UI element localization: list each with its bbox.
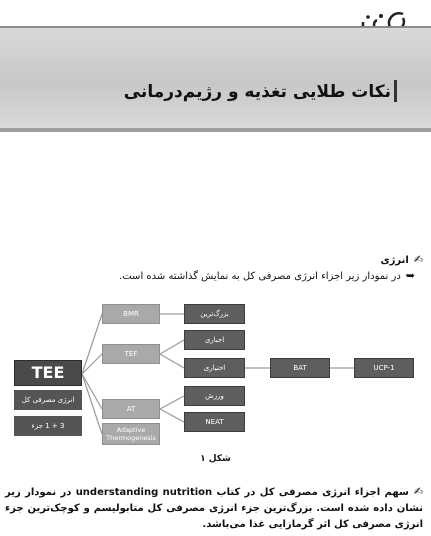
header-top-line: [0, 26, 431, 28]
obligatory-box: اجباری: [184, 330, 245, 350]
section-heading-text: انرژی: [380, 255, 409, 266]
section-heading: [380, 252, 423, 268]
chapter-title: نکات طلایی تغذیه و رژیم‌درمانی: [123, 82, 391, 102]
adaptive-thermogenesis-box: Adaptive Thermogenesis: [102, 423, 160, 445]
header-shadow: [0, 128, 431, 132]
tef-box: TEF: [102, 344, 160, 364]
book-title: understanding nutrition: [75, 487, 213, 498]
bmr-box: BMR: [102, 304, 160, 324]
arrow-bullet-icon: ➥: [405, 269, 415, 282]
tee-box: TEE: [14, 360, 82, 386]
pencil-note-icon: ✍: [413, 253, 423, 266]
bottom-suffix: در نمودار زیر نشان داده شده است. بزرگ‌ترین جزء انرژی مصرفی کل متابولیسم و کوچک‌ترین جزء انرژی مصرفی کل اثر گرمازایی غذا می‌باشد.: [5, 487, 423, 530]
pencil-note-icon: ✍: [413, 485, 423, 498]
bat-box: BAT: [270, 358, 330, 378]
section-intro: [119, 268, 415, 284]
tee-formula-box: 3 + 1 جزء: [14, 416, 82, 436]
header-band: [0, 26, 431, 132]
neat-box: NEAT: [184, 412, 245, 432]
figure-caption: شکل ۱: [200, 454, 231, 464]
tee-subtitle-box: انرژی مصرفی کل: [14, 390, 82, 410]
bottom-paragraph: [5, 484, 423, 533]
exercise-box: ورزش: [184, 386, 245, 406]
largest-box: بزرگ‌ترین: [184, 304, 245, 324]
section-intro-text: در نمودار زیر اجزاء انرژی مصرفی کل به نمایش گذاشته شده است.: [119, 271, 401, 282]
optional-box: اختیاری: [184, 358, 245, 378]
at-box: AT: [102, 399, 160, 419]
bottom-prefix: سهم اجزاء انرژی مصرفی کل در کتاب: [216, 487, 409, 498]
title-accent-bar: [394, 80, 397, 102]
ucp1-box: UCP-1: [354, 358, 414, 378]
energy-diagram: [0, 292, 431, 452]
